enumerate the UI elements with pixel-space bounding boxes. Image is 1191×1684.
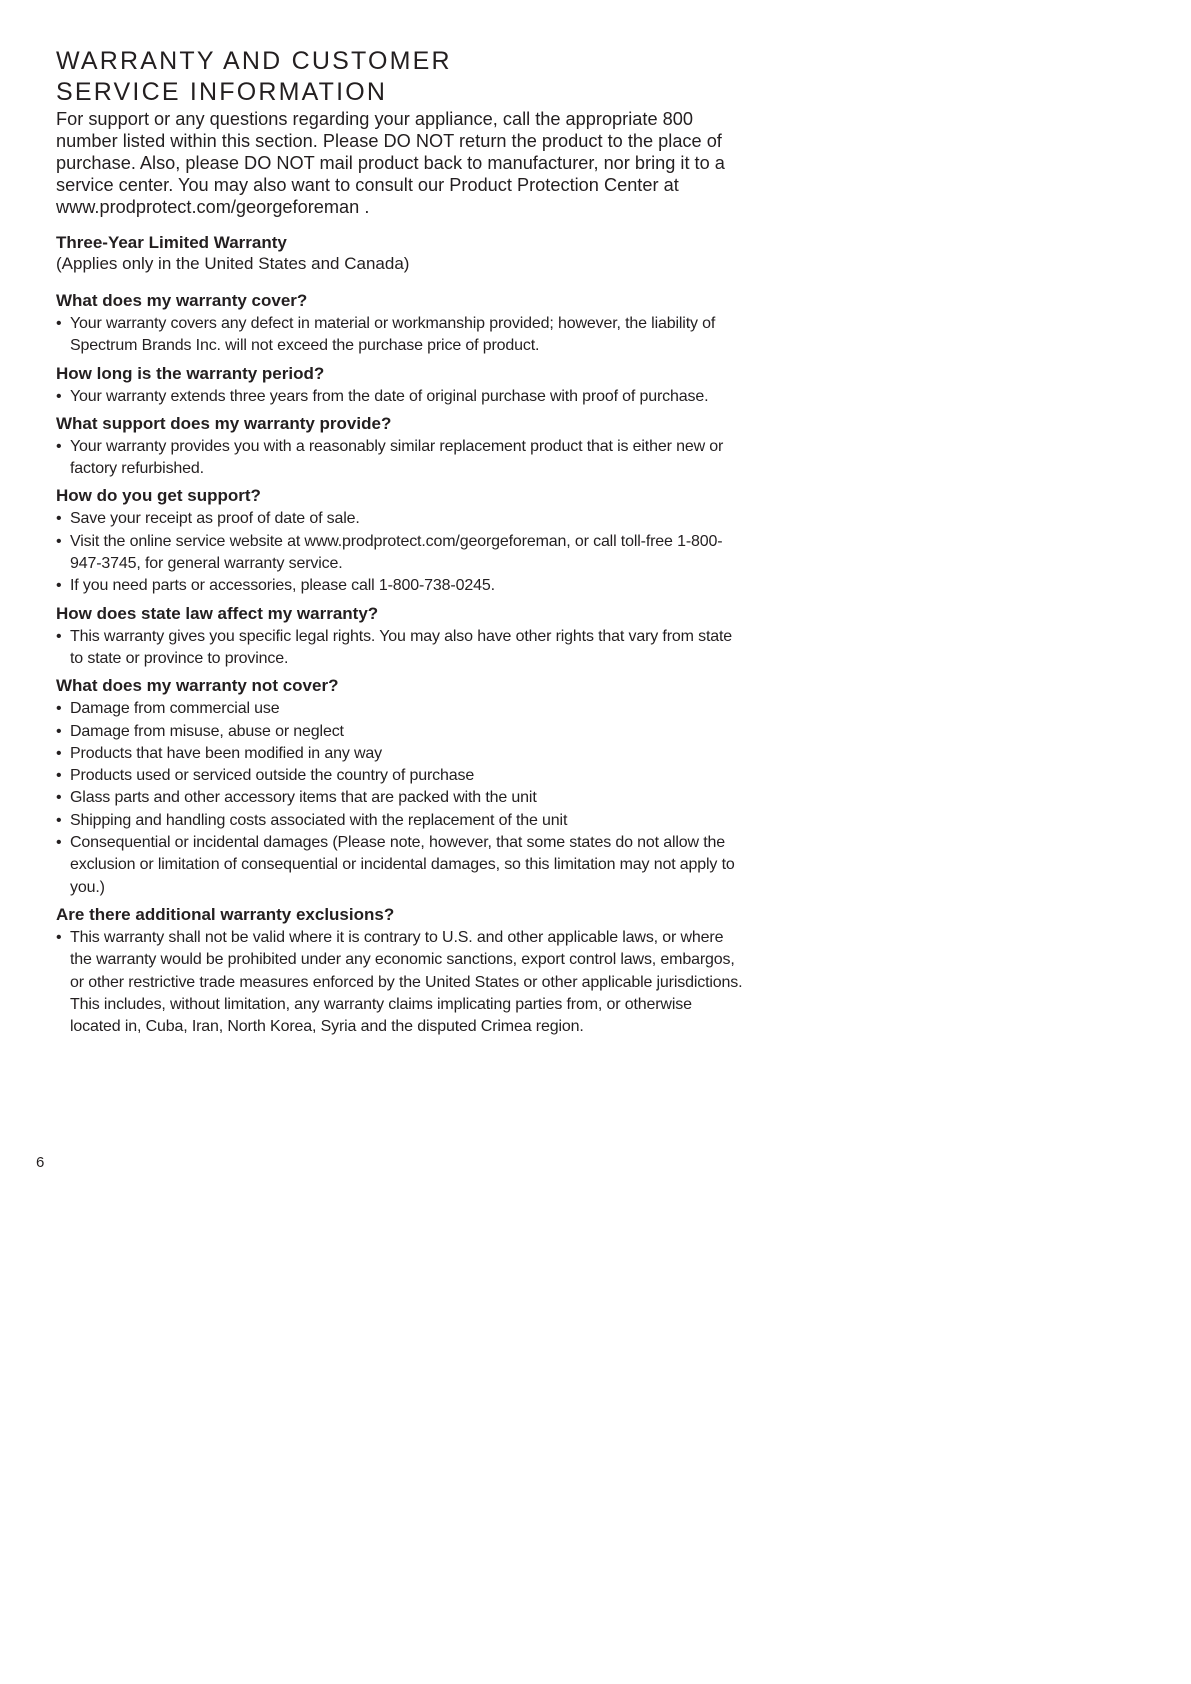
- bullet-item: • This warranty gives you specific legal rights. You may also have other rights that vary from state to state or province to province.: [56, 626, 746, 671]
- bullet-item: • Products that have been modified in any way: [56, 743, 746, 765]
- bullet-item: • Shipping and handling costs associated with the replacement of the unit: [56, 810, 746, 832]
- faq-section: [56, 904, 746, 1038]
- faq-section: [56, 485, 746, 597]
- bullet-item: • Products used or serviced outside the country of purchase: [56, 765, 746, 787]
- bullet-item: • Your warranty provides you with a reasonably similar replacement product that is either new or factory refurbished.: [56, 436, 746, 481]
- page-number: 6: [36, 1154, 45, 1171]
- faq-question: What does my warranty cover?: [56, 291, 308, 310]
- bullet-item: • Your warranty covers any defect in material or workmanship provided; however, the liability of Spectrum Brands Inc. will not exceed the purchase price of product.: [56, 313, 746, 358]
- warranty-applies: (Applies only in the United States and Canada): [56, 254, 410, 273]
- faq-bullets: [56, 698, 746, 899]
- faq-bullets: [56, 436, 746, 481]
- faq-question: What does my warranty not cover?: [56, 676, 339, 696]
- bullet-item: • This warranty shall not be valid where it is contrary to U.S. and other applicable laws, or where the warranty would be prohibited under any economic sanctions, export control laws, embargos, or other restrictive trade measures enforced by the United States or other applicable jurisdictions. This includes, without limitation, any warranty claims implicating parties from, or otherwise located in, Cuba, Iran, North Korea, Syria and the disputed Crimea region.: [56, 927, 746, 1038]
- faq-bullets: [56, 927, 746, 1038]
- bullet-item: • Visit the online service website at www.prodprotect.com/georgeforeman, or call toll-free 1-800-947-3745, for general warranty service.: [56, 531, 746, 576]
- title-line-1: WARRANTY AND CUSTOMER: [56, 47, 452, 75]
- bullet-item: • Damage from misuse, abuse or neglect: [56, 721, 746, 743]
- faq-question: What support does my warranty provide?: [56, 413, 392, 433]
- title-line-2: SERVICE INFORMATION: [56, 78, 388, 106]
- faq-bullets: [56, 626, 746, 671]
- faq-bullets: [56, 313, 746, 358]
- bullet-item: • Glass parts and other accessory items that are packed with the unit: [56, 787, 746, 809]
- bullet-item: • Save your receipt as proof of date of sale.: [56, 508, 746, 530]
- faq-question: How long is the warranty period?: [56, 363, 325, 383]
- bullet-item: • Consequential or incidental damages (Please note, however, that some states do not allow the exclusion or limitation of consequential or incidental damages, so this limitation may not apply to you.): [56, 832, 746, 899]
- faq-question: How does state law affect my warranty?: [56, 603, 379, 623]
- bullet-item: • Your warranty extends three years from the date of original purchase with proof of purchase.: [56, 386, 746, 408]
- bullet-item: • Damage from commercial use: [56, 698, 746, 720]
- warranty-name: Three-Year Limited Warranty: [56, 233, 287, 252]
- faq-question: Are there additional warranty exclusions?: [56, 904, 395, 924]
- faq-section: [56, 675, 746, 899]
- bullet-item: • If you need parts or accessories, please call 1-800-738-0245.: [56, 575, 746, 597]
- warranty-sections: [56, 290, 746, 1038]
- page-title: [56, 46, 746, 108]
- faq-question: How do you get support?: [56, 486, 261, 506]
- faq-section: [56, 363, 746, 408]
- faq-section: [56, 290, 746, 358]
- faq-section: [56, 413, 746, 481]
- intro-paragraph: For support or any questions regarding your appliance, call the appropriate 800 number listed within this section. Please DO NOT return the product to the place of purchase. Also, please DO NOT mail product back to manufacturer, nor bring it to a service center. You may also want to consult our Product Protection Center at www.prodprotect.com/georgeforeman .: [56, 109, 725, 217]
- faq-bullets: [56, 508, 746, 597]
- document-page: [56, 46, 746, 1038]
- faq-bullets: [56, 386, 746, 408]
- faq-section: [56, 603, 746, 671]
- warranty-heading: [56, 232, 746, 274]
